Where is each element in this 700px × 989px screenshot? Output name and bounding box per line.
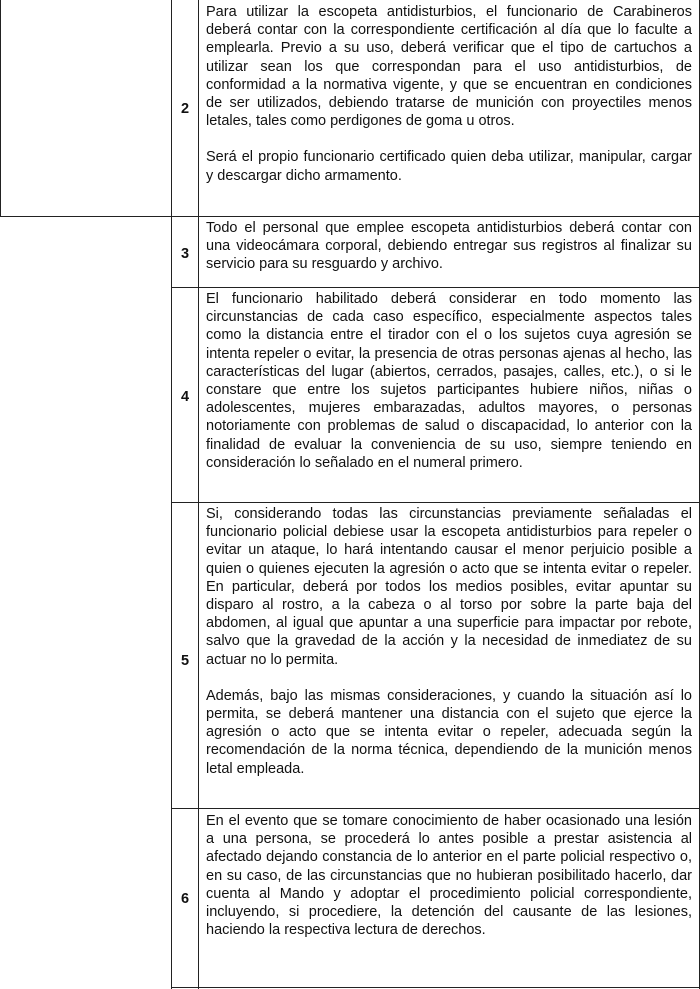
row-divider xyxy=(0,216,700,217)
row-divider xyxy=(171,502,700,503)
row-number: 4 xyxy=(180,389,190,405)
row-text xyxy=(206,3,692,185)
row-text xyxy=(206,290,692,472)
row-number: 3 xyxy=(180,246,190,262)
paragraph: Será el propio funcionario certificado quien deba utilizar, manipular, cargar y descargar dicho armamento. xyxy=(206,149,692,184)
table-border-number-right xyxy=(198,0,199,989)
paragraph: Además, bajo las mismas consideraciones, y cuando la situación así lo permita, se deberá mantener una distancia con el sujeto que ejerce la agresión o acto que se intenta evitar o repeler, adecuada según la recomendación de la norma técnica, dependiendo de la munición menos letal empleada. xyxy=(206,687,692,777)
paragraph: El funcionario habilitado deberá considerar en todo momento las circunstancias de cada caso específico, especialmente aspectos tales como la distancia entre el tirador con el o los sujetos cuya agresión se intenta repeler o evitar, la presencia de otras personas ajenas al hecho, las características del lugar (abiertos, cerrados, pasajes, calles, etc.), o si le constare que entre los sujetos participantes hubiere niños, niñas o adolescentes, mujeres embarazadas, adultos mayores, o personas notoriamente con problemas de salud o discapacidad, lo anterior con la finalidad de evaluar la conveniencia de su uso, siempre teniendo en consideración lo señalado en el numeral primero. xyxy=(206,291,692,471)
table-border-bottom xyxy=(171,987,700,988)
paragraph: Si, considerando todas las circunstancias previamente señaladas el funcionario policial debiese usar la escopeta antidisturbios para repeler o evitar un ataque, lo hará intentando causar el menor perjuicio posible a quien o quienes ejecuten la agresión o acto que se intenta evitar o repeler. En particular, deberá por todos los medios posibles, evitar apuntar su disparo al rostro, a la cabeza o al torso por sobre la parte baja del abdomen, al igual que apuntar a una superficie para impactar por rebote, salvo que la gravedad de la acción y la necesidad de inmediatez de su actuar no lo permita. xyxy=(206,506,692,668)
paragraph: En el evento que se tomare conocimiento de haber ocasionado una lesión a una persona, se procederá lo antes posible a prestar asistencia al afectado dejando constancia de lo anterior en el parte policial respectivo o, en su caso, de las circunstancias que no hubieran posibilitado hacerlo, dar cuenta al Mando y adoptar el procedimiento policial correspondiente, incluyendo, si procediere, la detención del causante de las lesiones, haciendo la respectiva lectura de derechos. xyxy=(206,813,692,939)
row-number: 5 xyxy=(180,653,190,669)
paragraph: Todo el personal que emplee escopeta antidisturbios deberá contar con una videocámara corporal, debiendo entregar sus registros al finalizar su servicio para su resguardo y archivo. xyxy=(206,220,692,273)
paragraph: Para utilizar la escopeta antidisturbios, el funcionario de Carabineros deberá contar con la correspondiente certificación al día que lo faculte a emplearla. Previo a su uso, deberá verificar que el tipo de cartuchos a utilizar sean los que correspondan para el uso antidisturbios, de conformidad a la normativa vigente, y que se encuentran en condiciones de ser utilizados, debiendo tratarse de munición con proyectiles menos letales, tales como perdigones de goma u otros. xyxy=(206,4,692,130)
row-divider xyxy=(171,287,700,288)
row-divider xyxy=(171,808,700,809)
row-text xyxy=(206,505,692,778)
row-text xyxy=(206,812,692,939)
row-number: 2 xyxy=(180,101,190,117)
table-border-left xyxy=(0,0,1,216)
table-border-number-left xyxy=(171,0,172,989)
row-text xyxy=(206,219,692,274)
row-number: 6 xyxy=(180,891,190,907)
